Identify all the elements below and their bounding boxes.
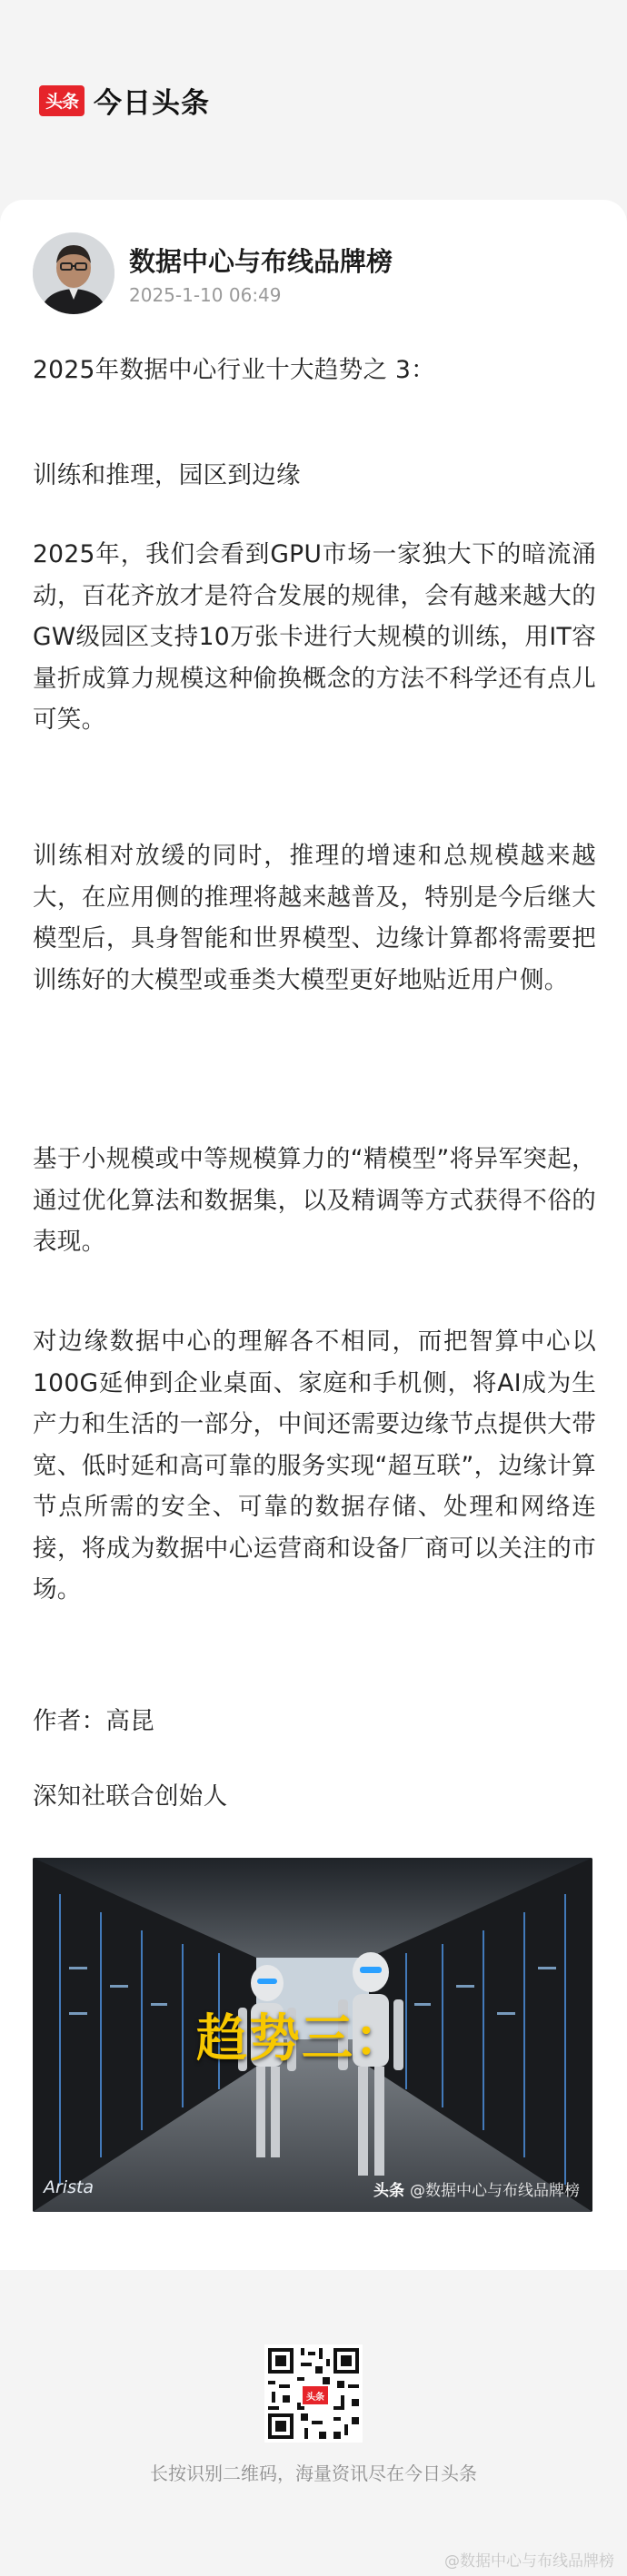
app-brand[interactable] bbox=[39, 80, 210, 121]
footer-caption: 长按识别二维码，海量资讯尽在今日头条 bbox=[150, 2462, 477, 2484]
paragraph-4: 对边缘数据中心的理解各不相同，而把智算中心以100G延伸到企业桌面、家庭和手机侧，将AI成为生产力和生活的一部分，中间还需要边缘节点提供大带宽、低时延和高可靠的服务实现“超互联”，边缘计算节点所需的安全、可靠的数据存储、处理和网络连接，将成为数据中心运营商和设备厂商可以关注的市场。 bbox=[33, 1327, 596, 1604]
article-title: 2025年数据中心行业十大趋势之 3： bbox=[33, 356, 435, 384]
qr-center-logo-icon: 头条 bbox=[301, 2384, 330, 2406]
author-name[interactable]: 数据中心与布线品牌榜 bbox=[129, 246, 393, 277]
qr-code[interactable] bbox=[264, 2344, 363, 2443]
avatar[interactable] bbox=[33, 232, 114, 314]
byline: 作者：高昆 bbox=[33, 1707, 154, 1735]
paragraph-1: 2025年，我们会看到GPU市场一家独大下的暗流涌动，百花齐放才是符合发展的规律，会有越来越大的GW级园区支持10万张卡进行大规模的训练，用IT容量折成算力规模这种偷换概念的方法不科学还有点儿可笑。 bbox=[33, 540, 596, 734]
author-role: 深知社联合创始人 bbox=[33, 1782, 228, 1811]
footer-watermark: @数据中心与布线品牌榜 bbox=[444, 2552, 614, 2571]
author-row bbox=[33, 232, 596, 314]
image-overlay-title: 趋势三： bbox=[196, 2009, 407, 2068]
article-subtitle: 训练和推理，园区到边缘 bbox=[33, 461, 301, 489]
toutiao-logo-icon: 头条 bbox=[39, 85, 85, 116]
app-header bbox=[0, 0, 627, 200]
paragraph-3: 基于小规模或中等规模算力的“精模型”将异军突起，通过优化算法和数据集，以及精调等方式获得不俗的表现。 bbox=[33, 1145, 596, 1256]
app-name: 今日头条 bbox=[94, 87, 210, 120]
arista-logo: Arista bbox=[44, 2177, 95, 2197]
article-image[interactable] bbox=[33, 1858, 592, 2212]
paragraph-2: 训练相对放缓的同时，推理的增速和总规模越来越大，在应用侧的推理将越来越普及，特别是今后继大模型后，具身智能和世界模型、边缘计算都将需要把训练好的大模型或垂类大模型更好地贴近用户侧。 bbox=[33, 842, 596, 994]
watermark-text: @数据中心与布线品牌榜 bbox=[410, 2182, 580, 2200]
image-watermark bbox=[373, 2177, 580, 2200]
watermark-logo-icon: 头条 bbox=[373, 2182, 404, 2200]
publish-time: 2025-1-10 06:49 bbox=[129, 284, 282, 306]
